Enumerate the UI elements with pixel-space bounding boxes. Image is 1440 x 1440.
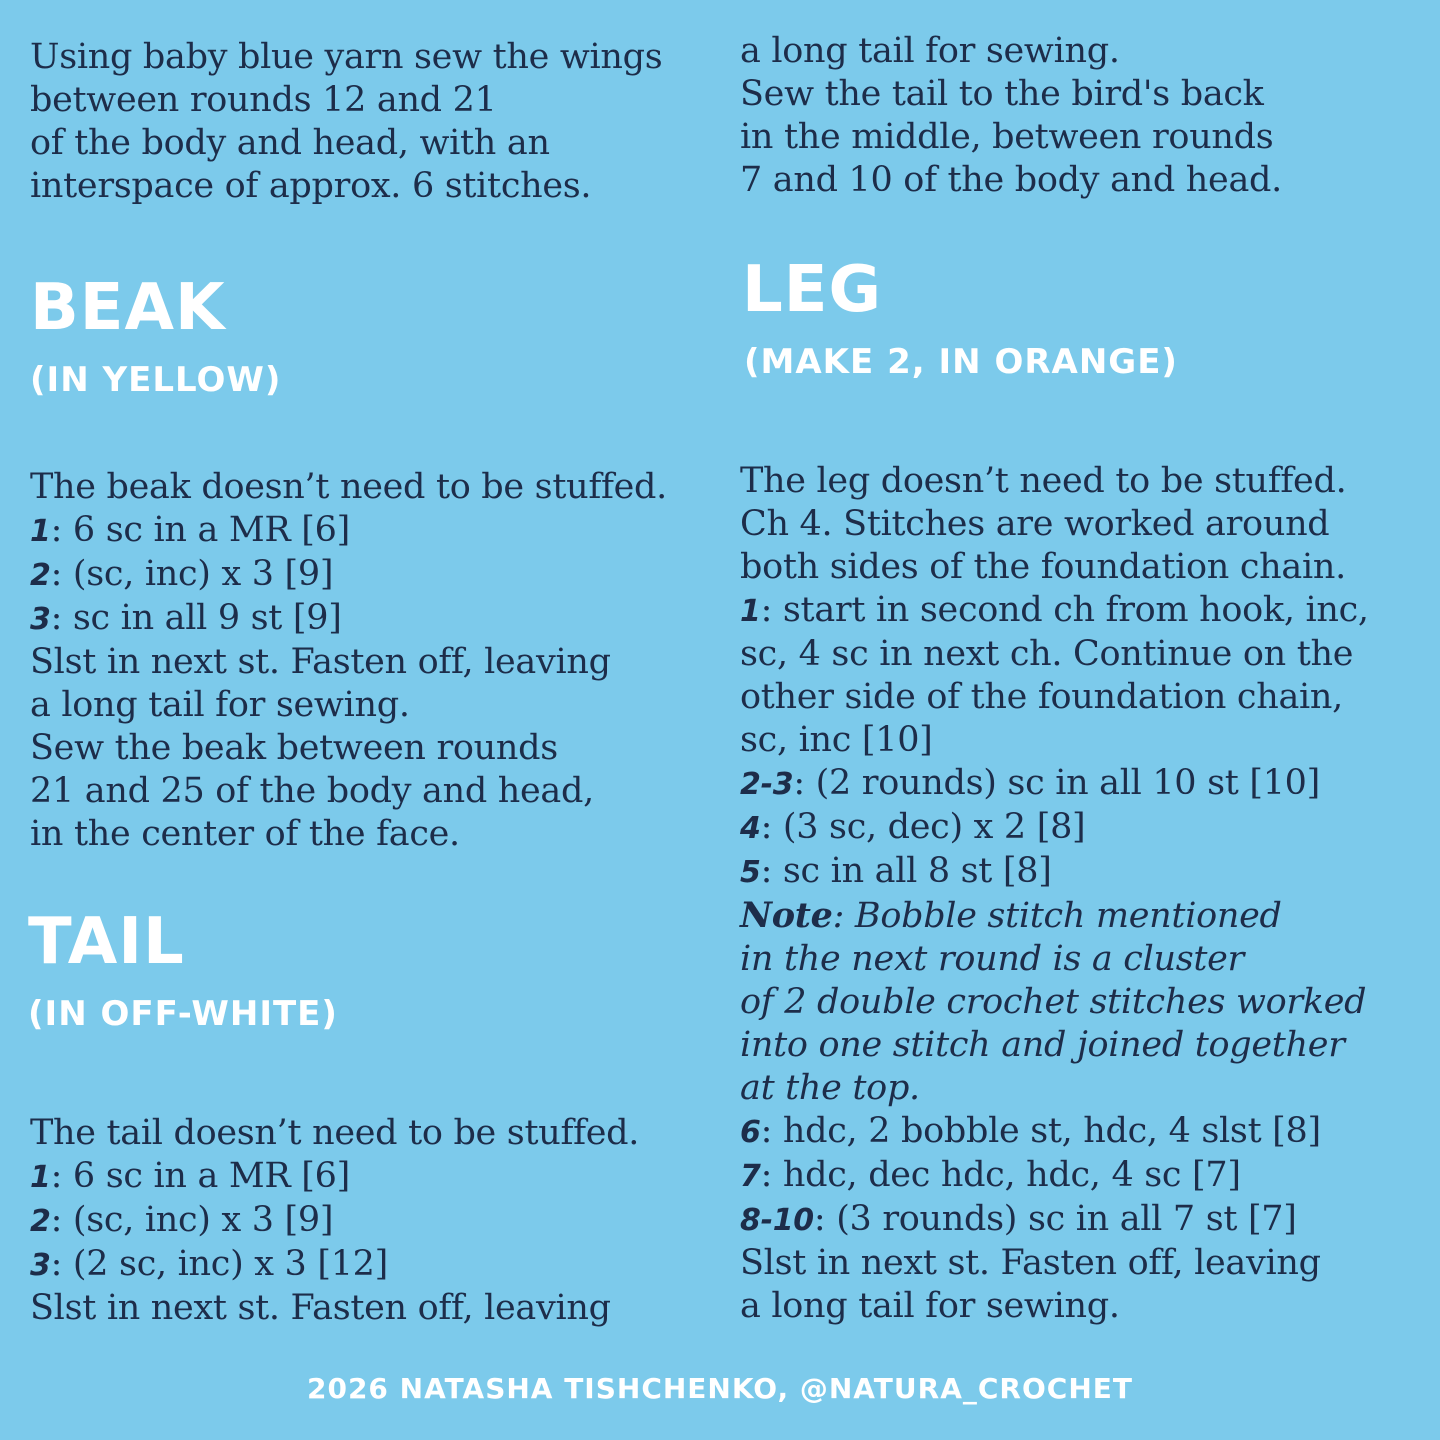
round-text: : start in second ch from hook, inc, bbox=[760, 590, 1369, 630]
round-number: 3 bbox=[30, 1248, 51, 1283]
intro-left-line: of the body and head, with an bbox=[30, 123, 550, 163]
round-text: : (3 rounds) sc in all 7 st [7] bbox=[813, 1199, 1297, 1239]
note-text: : Bobble stitch mentioned bbox=[832, 896, 1282, 936]
intro-right-line: Sew the tail to the bird's back bbox=[740, 74, 1264, 114]
round-number: 3 bbox=[30, 602, 51, 637]
tail-round bbox=[30, 1243, 639, 1287]
round-number: 6 bbox=[740, 1115, 761, 1150]
intro-right-line: in the middle, between rounds bbox=[740, 117, 1274, 157]
beak-outro-line: a long tail for sewing. bbox=[30, 685, 410, 725]
tail-round bbox=[30, 1155, 639, 1199]
round-number: 1 bbox=[740, 594, 761, 629]
beak-round bbox=[30, 553, 667, 597]
leg-round bbox=[740, 806, 1369, 850]
beak-outro-line: Sew the beak between rounds bbox=[30, 728, 558, 768]
tail-subheading: (IN OFF-WHITE) bbox=[28, 994, 338, 1034]
leg-note-line: into one stitch and joined together bbox=[740, 1025, 1345, 1065]
leg-note bbox=[740, 894, 1369, 938]
round-number: 1 bbox=[30, 514, 51, 549]
intro-left-line: interspace of approx. 6 stitches. bbox=[30, 166, 592, 206]
intro-right-line: a long tail for sewing. bbox=[740, 31, 1120, 71]
leg-outro-line: a long tail for sewing. bbox=[740, 1286, 1120, 1326]
leg-round bbox=[740, 762, 1369, 806]
round-text: : (2 rounds) sc in all 10 st [10] bbox=[793, 763, 1320, 803]
beak-intro: The beak doesn’t need to be stuffed. bbox=[30, 467, 667, 507]
beak-round bbox=[30, 597, 667, 641]
round-number: 5 bbox=[740, 855, 761, 890]
beak-outro-line: 21 and 25 of the body and head, bbox=[30, 771, 594, 811]
leg-heading: LEG bbox=[742, 253, 883, 327]
round-text: : (sc, inc) x 3 [9] bbox=[50, 554, 334, 594]
leg-note-line: of 2 double crochet stitches worked bbox=[740, 982, 1367, 1022]
beak-outro-line: in the center of the face. bbox=[30, 814, 460, 854]
round-number: 2 bbox=[30, 1204, 51, 1239]
intro-left-line: Using baby blue yarn sew the wings bbox=[30, 37, 663, 77]
note-label: Note bbox=[740, 895, 833, 936]
beak-outro-line: Slst in next st. Fasten off, leaving bbox=[30, 642, 611, 682]
leg-round-cont: sc, 4 sc in next ch. Continue on the bbox=[740, 634, 1354, 674]
tail-intro: The tail doesn’t need to be stuffed. bbox=[30, 1113, 640, 1153]
leg-round bbox=[740, 1198, 1369, 1242]
round-text: : 6 sc in a MR [6] bbox=[50, 1156, 350, 1196]
round-text: : sc in all 8 st [8] bbox=[760, 851, 1052, 891]
leg-outro-line: Slst in next st. Fasten off, leaving bbox=[740, 1243, 1321, 1283]
intro-right-line: 7 and 10 of the body and head. bbox=[740, 160, 1282, 200]
round-text: : (sc, inc) x 3 [9] bbox=[50, 1200, 334, 1240]
beak-subheading: (IN YELLOW) bbox=[30, 360, 282, 400]
leg-round bbox=[740, 1110, 1369, 1154]
leg-subheading: (MAKE 2, IN ORANGE) bbox=[744, 342, 1178, 382]
leg-note-line: at the top. bbox=[740, 1068, 920, 1108]
round-number: 8-10 bbox=[740, 1203, 814, 1238]
footer-credit: 2026 NATASHA TISHCHENKO, @NATURA_CROCHET bbox=[306, 1372, 1133, 1405]
round-number: 2 bbox=[30, 558, 51, 593]
round-number: 7 bbox=[740, 1159, 761, 1194]
round-text: : hdc, dec hdc, hdc, 4 sc [7] bbox=[760, 1155, 1241, 1195]
intro-left bbox=[30, 36, 662, 208]
tail-instructions bbox=[30, 1112, 639, 1330]
beak-instructions bbox=[30, 466, 667, 856]
tail-round bbox=[30, 1199, 639, 1243]
leg-round bbox=[740, 1154, 1369, 1198]
round-number: 1 bbox=[30, 1160, 51, 1195]
leg-instructions bbox=[740, 460, 1369, 1328]
intro-right bbox=[740, 30, 1282, 202]
leg-round bbox=[740, 850, 1369, 894]
tail-heading: TAIL bbox=[28, 905, 185, 979]
beak-round bbox=[30, 509, 667, 553]
leg-intro-line: both sides of the foundation chain. bbox=[740, 547, 1346, 587]
round-text: : (2 sc, inc) x 3 [12] bbox=[50, 1244, 388, 1284]
leg-note-line: in the next round is a cluster bbox=[740, 939, 1244, 979]
round-text: : 6 sc in a MR [6] bbox=[50, 510, 350, 550]
leg-round-cont: sc, inc [10] bbox=[740, 720, 933, 760]
leg-intro-line: Ch 4. Stitches are worked around bbox=[740, 504, 1330, 544]
leg-round-cont: other side of the foundation chain, bbox=[740, 677, 1343, 717]
round-number: 4 bbox=[740, 811, 761, 846]
round-text: : hdc, 2 bobble st, hdc, 4 slst [8] bbox=[760, 1111, 1321, 1151]
intro-left-line: between rounds 12 and 21 bbox=[30, 80, 497, 120]
round-text: : (3 sc, dec) x 2 [8] bbox=[760, 807, 1086, 847]
round-number: 2-3 bbox=[740, 767, 794, 802]
round-text: : sc in all 9 st [9] bbox=[50, 598, 342, 638]
beak-heading: BEAK bbox=[30, 271, 226, 345]
leg-round bbox=[740, 589, 1369, 633]
leg-intro-line: The leg doesn’t need to be stuffed. bbox=[740, 461, 1347, 501]
tail-outro-line: Slst in next st. Fasten off, leaving bbox=[30, 1288, 611, 1328]
